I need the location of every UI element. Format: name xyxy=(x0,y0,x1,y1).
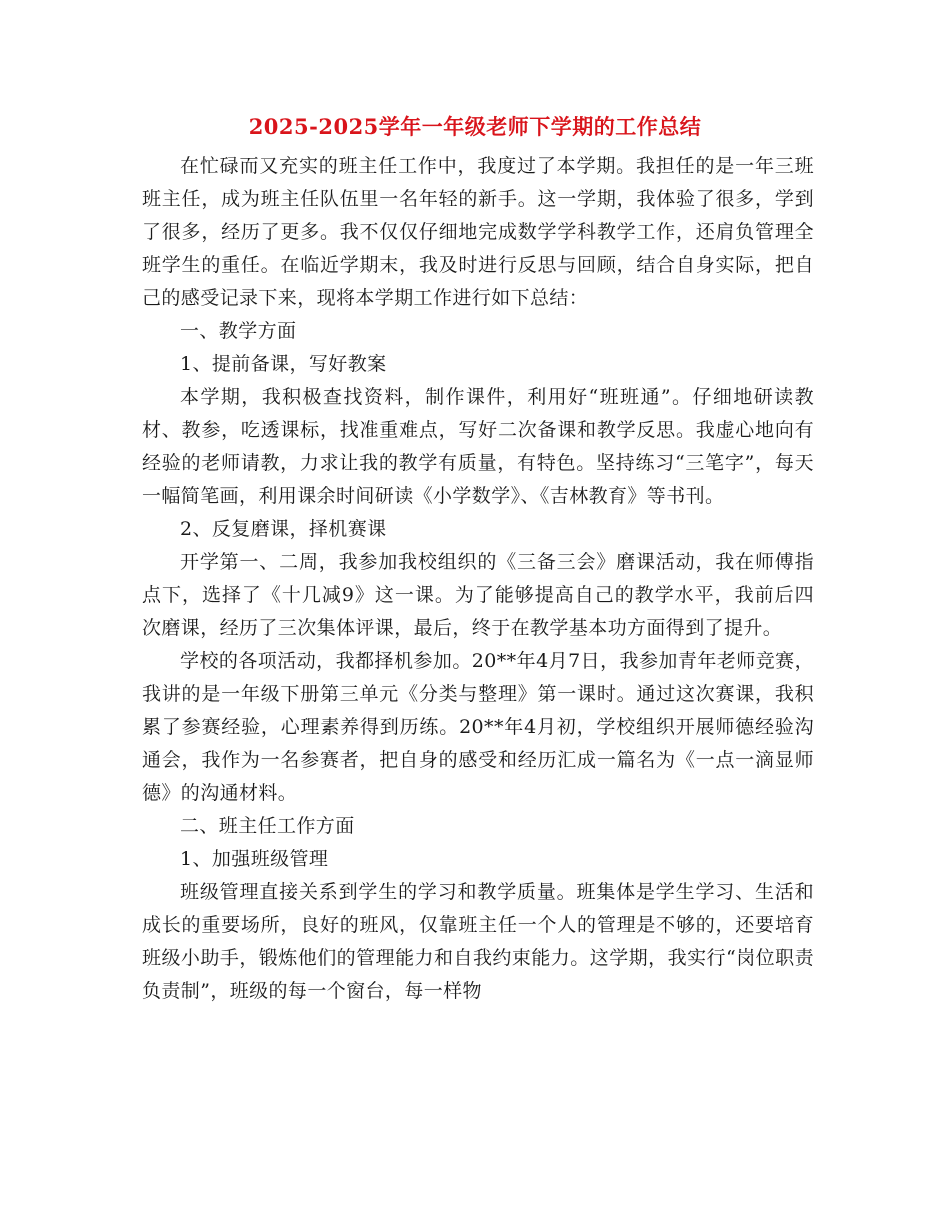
paragraph-intro: 在忙碌而又充实的班主任工作中，我度过了本学期。我担任的是一年三班班主任，成为班主任队伍里一名年轻的新手。这一学期，我体验了很多，学到了很多，经历了更多。我不仅仅仔细地完成数学学科教学工作，还肩负管理全班学生的重任。在临近学期末，我及时进行反思与回顾，结合自身实际，把自己的感受记录下来，现将本学期工作进行如下总结： xyxy=(142,155,814,309)
paragraph-lesson-prep: 本学期，我积极查找资料，制作课件，利用好“班班通”。仔细地研读教材、教参，吃透课标，找准重难点，写好二次备课和教学反思。我虚心地向有经验的老师请教，力求让我的教学有质量，有特色。坚持练习“三笔字”，每天一幅简笔画，利用课余时间研读《小学数学》、《吉林教育》等书刊。 xyxy=(142,386,814,507)
subheading-class-management: 1、加强班级管理 xyxy=(180,848,329,870)
section-heading-class-teacher: 二、班主任工作方面 xyxy=(180,815,355,837)
paragraph-activities: 学校的各项活动，我都择机参加。20**年4月7日，我参加青年老师竞赛，我讲的是一年级下册第三单元《分类与整理》第一课时。通过这次赛课，我积累了参赛经验，心理素养得到历练。20**年4月初，学校组织开展师德经验沟通会，我作为一名参赛者，把自身的感受和经历汇成一篇名为《一点一滴显师德》的沟通材料。 xyxy=(142,650,814,804)
document-body xyxy=(142,150,814,1008)
section-heading-teaching: 一、教学方面 xyxy=(180,320,297,342)
subheading-lesson-prep: 1、提前备课，写好教案 xyxy=(180,353,387,375)
paragraph-class-management: 班级管理直接关系到学生的学习和教学质量。班集体是学生学习、生活和成长的重要场所，良好的班风，仅靠班主任一个人的管理是不够的，还要培育班级小助手，锻炼他们的管理能力和自我约束能力。这学期，我实行“岗位职责负责制”，班级的每一个窗台，每一样物 xyxy=(142,881,814,1002)
document-title: 2025-2025学年一年级老师下学期的工作总结 xyxy=(248,114,702,139)
subheading-lesson-polish: 2、反复磨课，择机赛课 xyxy=(180,518,387,540)
paragraph-lesson-polish: 开学第一、二周，我参加我校组织的《三备三会》磨课活动，我在师傅指点下，选择了《十几减9》这一课。为了能够提高自己的教学水平，我前后四次磨课，经历了三次集体评课，最后，终于在教学基本功方面得到了提升。 xyxy=(142,551,814,639)
